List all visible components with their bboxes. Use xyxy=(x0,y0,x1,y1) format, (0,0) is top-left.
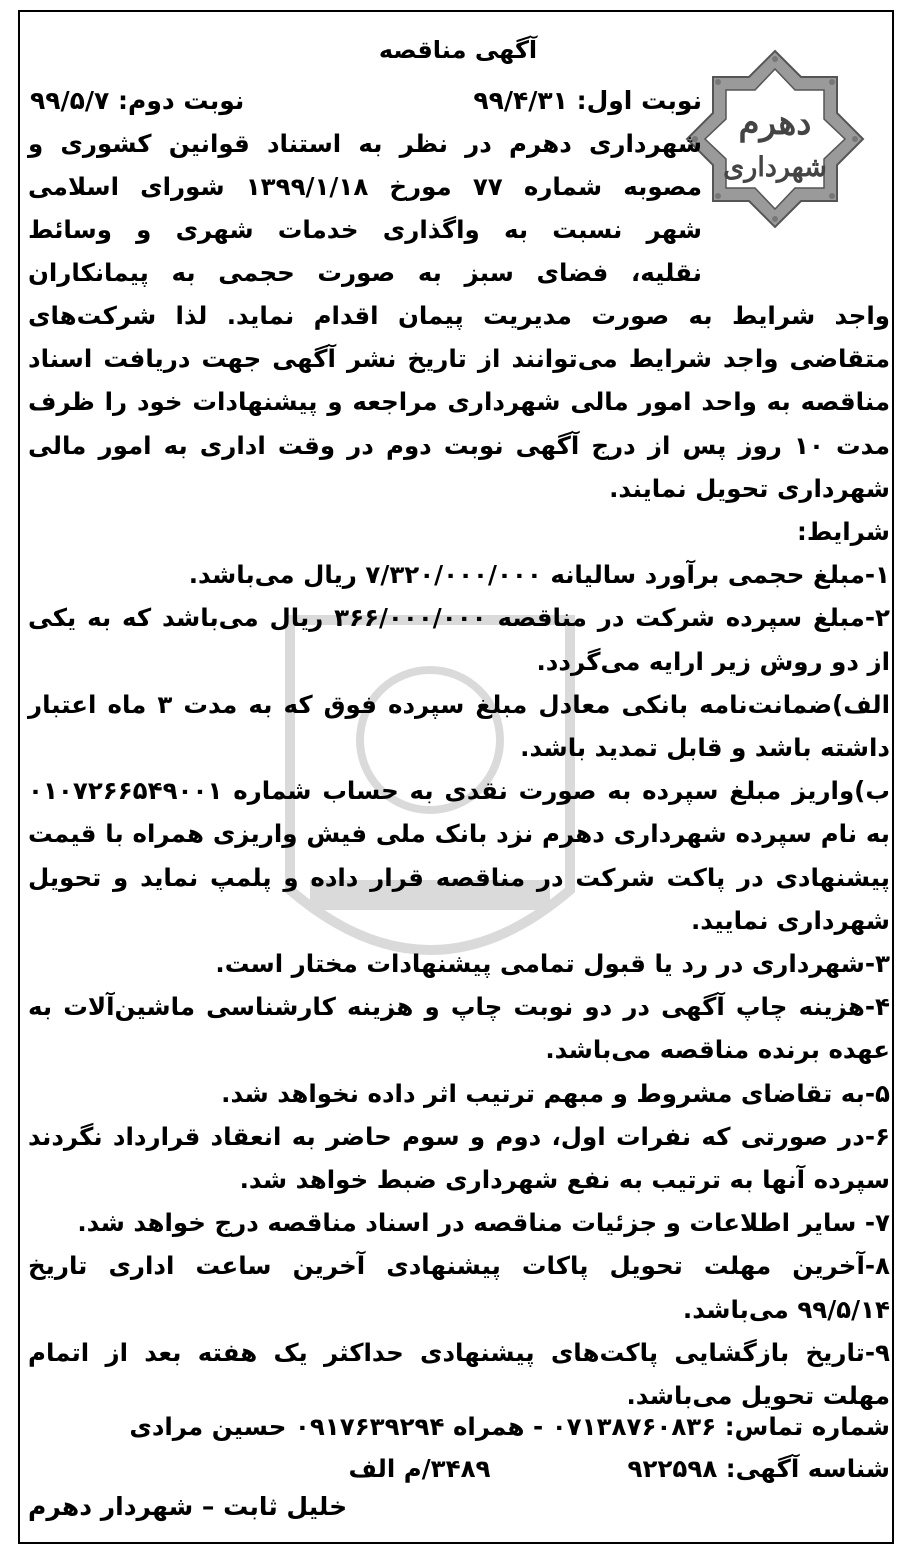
round-second: نوبت دوم: ۹۹/۵/۷ xyxy=(30,85,245,115)
condition-item: ۳-شهرداری در رد یا قبول تمامی پیشنهادات مختار است. xyxy=(215,949,890,979)
condition-item: ۶-در صورتی که نفرات اول، دوم و سوم حاضر به انعقاد قرارداد نگردند سپرده آنها به ترتیب به نفع شهرداری ضبط خواهد شد. xyxy=(28,1121,890,1195)
ad-id-row xyxy=(28,1448,890,1490)
condition-item: الف)ضمانت‌نامه بانکی معادل مبلغ سپرده فوق که به مدت ۳ ماه اعتبار داشته باشد و قابل تمدید باشد. xyxy=(28,689,890,763)
conditions-heading: شرایط: xyxy=(797,517,890,547)
notice-body xyxy=(28,294,890,1417)
logo-text-bottom: شهرداری xyxy=(723,152,827,183)
intro-line: شهرداری دهرم در نظر به استناد قوانین کشوری و xyxy=(28,129,702,158)
condition-item: ب)واریز مبلغ سپرده به صورت نقدی به حساب شماره ۰۱۰۷۲۶۶۵۴۹۰۰۱ به نام سپرده شهرداری دهرم نزد بانک ملی فیش واریزی همراه با قیمت پیشنهادی در پاکت شرکت در مناقصه قرار داده و پلمپ نماید و تحویل شهرداری نمایید. xyxy=(28,776,890,935)
intro-top xyxy=(28,122,702,294)
condition-item: ۱-مبلغ حجمی برآورد سالیانه ۷/۳۲۰/۰۰۰/۰۰۰ ریال می‌باشد. xyxy=(188,560,890,590)
condition-item: ۵-به تقاضای مشروط و مبهم ترتیب اثر داده نخواهد شد. xyxy=(221,1078,890,1108)
condition-item: ۲-مبلغ سپرده شرکت در مناقصه ۳۶۶/۰۰۰/۰۰۰ ریال می‌باشد که به یکی از دو روش زیر ارایه می‌گردد. xyxy=(28,603,890,676)
contact-block xyxy=(28,1406,890,1490)
round-first: نوبت اول: ۹۹/۴/۳۱ xyxy=(473,85,702,115)
signature: خلیل ثابت – شهردار دهرم xyxy=(28,1492,348,1521)
notice-title: آگهی مناقصه xyxy=(378,36,538,64)
logo-text-top: دهرم xyxy=(738,103,812,143)
intro-line: شهر نسبت به واگذاری خدمات شهری و وسائط xyxy=(28,215,702,244)
intro-rest: واجد شرایط به صورت مدیریت پیمان اقدام نماید. لذا شرکت‌های متقاضی واجد شرایط می‌توانند از تاریخ نشر آگهی جهت دریافت اسناد مناقصه به واحد امور مالی شهرداری مراجعه و پیشنهادات خود را ظرف مدت ۱۰ روز پس از درج آگهی نوبت دوم در وقت اداری به امور مالی شهرداری تحویل نمایند. xyxy=(28,301,890,503)
intro-line: مصوبه شماره ۷۷ مورخ ۱۳۹۹/۱/۱۸ شورای اسلامی xyxy=(28,172,702,201)
publication-rounds xyxy=(30,80,702,120)
contact-line: شماره تماس: ۰۷۱۳۸۷۶۰۸۳۶ - همراه ۰۹۱۷۶۳۹۲۹۴ حسین مرادی xyxy=(129,1412,890,1441)
condition-item: ۴-هزینه چاپ آگهی در دو نوبت چاپ و هزینه کارشناسی ماشین‌آلات به عهده برنده مناقصه می‌باشد. xyxy=(28,992,890,1065)
intro-line: نقلیه، فضای سبز به صورت حجمی به پیمانکاران xyxy=(28,258,702,287)
ad-id: شناسه آگهی: ۹۲۲۵۹۸ xyxy=(627,1454,890,1483)
condition-item: ۸-آخرین مهلت تحویل پاکات پیشنهادی آخرین ساعت اداری تاریخ ۹۹/۵/۱۴ می‌باشد. xyxy=(28,1251,890,1324)
municipality-seal-icon xyxy=(682,46,868,232)
condition-item: ۷- سایر اطلاعات و جزئیات مناقصه در اسناد مناقصه درج خواهد شد. xyxy=(77,1208,890,1238)
ad-ref: ۳۴۸۹/م الف xyxy=(348,1454,491,1483)
condition-item: ۹-تاریخ بازگشایی پاکت‌های پیشنهادی حداکثر یک هفته بعد از اتمام مهلت تحویل می‌باشد. xyxy=(28,1337,890,1411)
